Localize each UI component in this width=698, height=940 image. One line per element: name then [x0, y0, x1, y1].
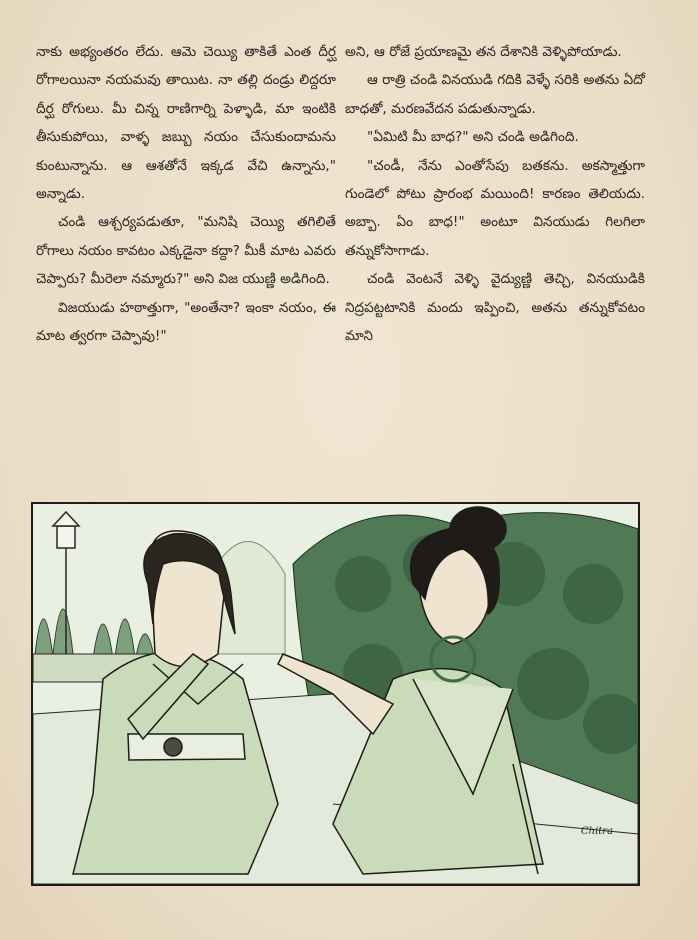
paragraph: నాకు అభ్యంతరం లేదు. ఆమె చెయ్యి తాకితే ఎంత దీర్ఘ రోగాలయినా నయమవు తాయిట. నా తల్లి దండ్రు లిద్దరూ దీర్ఘ రోగులు. మీ చిన్న రాణిగార్ని పెళ్ళాడి, మా ఇంటికి తీసుకుపోయి, వాళ్ళ జబ్బు నయం చేసుకుందామను కుంటున్నాను. ఆ ఆశతోనే ఇక్కడ వేచి ఉన్నాను," అన్నాడు.: [36, 44, 336, 203]
paragraph: "ఏమిటి మీ బాధ?" అని చండి అడిగింది.: [367, 129, 579, 146]
paragraph: చండి ఆశ్చర్యపడుతూ, "మనిషి చెయ్యి తగిలితే రోగాలు నయం కావటం ఎక్కడైనా కద్దా? మీకీ మాట ఎవరు చెప్పారు? మీరెలా నమ్మారు?" అని విజ యుణ్ణి అడిగింది.: [36, 214, 336, 288]
paragraph: విజయుడు హఠాత్తుగా, "అంతేనా? ఇంకా నయం, ఈ మాట త్వరగా చెప్పావు!": [36, 299, 336, 345]
text-column-right: [345, 38, 645, 350]
paragraph: "చండీ, నేను ఎంతోసేపు బతకను. అకస్మాత్తుగా గుండెలో పోటు ప్రారంభ మయింది! కారణం తెలియదు. అబ్బా. ఏం బాధ!" అంటూ వినయుడు గిలగిలా తన్నుకోసాగాడు.: [345, 157, 645, 259]
paragraph: చండి వెంటనే వెళ్ళి వైద్యుణ్ణి తెచ్చి, వినయుడికి నిద్రపట్టటానికి మందు ఇప్పించి, అతను తన్నుకోవటం మాని: [345, 271, 645, 345]
paragraph: అని, ఆ రోజే ప్రయాణమై తన దేశానికి వెళ్ళిపోయాడు.: [345, 44, 622, 60]
illustration-drawing: [33, 504, 638, 884]
paragraph: ఆ రాత్రి చండి వినయుడి గదికి వెళ్ళే సరికి అతను ఏదో బాధతో, మరణవేదన పడుతున్నాడు.: [345, 72, 645, 117]
text-column-left: [36, 38, 336, 350]
story-illustration: [31, 502, 640, 886]
artist-signature: Chitra: [581, 826, 614, 837]
